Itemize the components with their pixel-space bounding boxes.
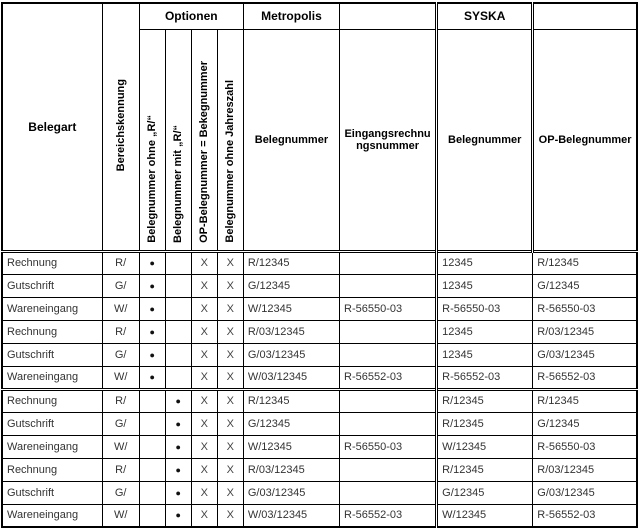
option-mark-op-equals: X [191,366,217,389]
belegnummer-options-table [1,2,638,528]
belegart-cell: Rechnung [2,251,102,274]
option-mark-op-equals: X [191,389,217,412]
option-mark-ohne-r [139,481,165,504]
syska-belegnummer-cell: R/12345 [437,389,533,412]
table-row [2,251,637,274]
syska-belegnummer-cell: 12345 [437,251,533,274]
metropolis-belegnummer-cell: W/12345 [243,435,339,458]
metropolis-belegnummer-cell: G/03/12345 [243,343,339,366]
kennung-cell: R/ [102,251,139,274]
option-mark-mit-r: ● [165,481,191,504]
kennung-cell: G/ [102,481,139,504]
eingangsrechnungsnummer-cell [340,320,437,343]
metropolis-belegnummer-cell: W/03/12345 [243,504,339,527]
option-mark-ohne-jahr: X [217,504,243,527]
eingangsrechnungsnummer-cell [340,343,437,366]
option-mark-ohne-r: ● [139,251,165,274]
syska-belegnummer-cell: W/12345 [437,504,533,527]
header-eingangsrechnungsnummer: Eingangsrechnungsnummer [340,29,437,251]
option-mark-op-equals: X [191,481,217,504]
eingangsrechnungsnummer-cell [340,274,437,297]
option-mark-mit-r [165,251,191,274]
op-belegnummer-cell: G/12345 [533,412,637,435]
syska-belegnummer-cell: 12345 [437,274,533,297]
op-belegnummer-cell: R-56550-03 [533,297,637,320]
option-mark-mit-r [165,297,191,320]
option-mark-ohne-r: ● [139,274,165,297]
table-row [2,274,637,297]
option-mark-mit-r [165,320,191,343]
option-mark-op-equals: X [191,412,217,435]
table-row [2,366,637,389]
table-body [2,251,637,527]
option-mark-ohne-jahr: X [217,320,243,343]
metropolis-belegnummer-cell: R/03/12345 [243,458,339,481]
op-belegnummer-cell: R/03/12345 [533,320,637,343]
op-belegnummer-cell: R-56552-03 [533,366,637,389]
header-bereichskennung-label: Bereichskennung [114,79,127,172]
option-mark-mit-r: ● [165,435,191,458]
option-mark-ohne-r [139,412,165,435]
option-mark-op-equals: X [191,297,217,320]
option-mark-ohne-jahr: X [217,458,243,481]
metropolis-belegnummer-cell: G/03/12345 [243,481,339,504]
option-mark-mit-r: ● [165,458,191,481]
option-mark-ohne-r [139,504,165,527]
option-mark-ohne-jahr: X [217,274,243,297]
kennung-cell: W/ [102,366,139,389]
kennung-cell: G/ [102,412,139,435]
kennung-cell: G/ [102,343,139,366]
eingangsrechnungsnummer-cell [340,389,437,412]
header-option-mit-r [165,29,191,251]
belegart-cell: Wareneingang [2,435,102,458]
kennung-cell: W/ [102,435,139,458]
header-option-op-equals [191,29,217,251]
op-belegnummer-cell: R/12345 [533,251,637,274]
table-row [2,435,637,458]
kennung-cell: W/ [102,504,139,527]
header-bereichskennung [102,3,139,251]
syska-belegnummer-cell: W/12345 [437,435,533,458]
header-syska-belegnummer: Belegnummer [437,29,533,251]
table-row [2,343,637,366]
option-mark-op-equals: X [191,251,217,274]
header-option-ohne-r [139,29,165,251]
header-group-row [2,3,637,29]
option-mark-op-equals: X [191,458,217,481]
metropolis-belegnummer-cell: R/12345 [243,389,339,412]
eingangsrechnungsnummer-cell: R-56552-03 [340,504,437,527]
table-row [2,504,637,527]
option-mark-ohne-r [139,458,165,481]
header-belegart: Belegart [2,3,102,251]
option-mark-ohne-jahr: X [217,366,243,389]
syska-belegnummer-cell: G/12345 [437,481,533,504]
belegart-cell: Gutschrift [2,343,102,366]
option-mark-ohne-r [139,389,165,412]
option-mark-ohne-jahr: X [217,343,243,366]
belegart-cell: Rechnung [2,458,102,481]
header-syska-spacer [533,3,637,29]
belegart-cell: Wareneingang [2,366,102,389]
belegart-cell: Wareneingang [2,297,102,320]
table-row [2,297,637,320]
option-mark-op-equals: X [191,343,217,366]
syska-belegnummer-cell: R/12345 [437,458,533,481]
option-mark-ohne-r: ● [139,343,165,366]
option-mark-ohne-r: ● [139,297,165,320]
header-option-mit-r-label: Belegnummer mit „R/“ [172,124,185,243]
eingangsrechnungsnummer-cell [340,458,437,481]
option-mark-ohne-r [139,435,165,458]
header-option-op-equals-label: OP-Belegnummer = Bekegnummer [198,60,211,243]
eingangsrechnungsnummer-cell: R-56550-03 [340,435,437,458]
belegart-cell: Wareneingang [2,504,102,527]
table-row [2,458,637,481]
option-mark-op-equals: X [191,274,217,297]
option-mark-ohne-r: ● [139,366,165,389]
op-belegnummer-cell: G/12345 [533,274,637,297]
header-option-ohne-jahr-label: Belegnummer ohne Jahreszahl [224,79,237,243]
table-row [2,389,637,412]
syska-belegnummer-cell: 12345 [437,320,533,343]
metropolis-belegnummer-cell: W/12345 [243,297,339,320]
belegart-cell: Rechnung [2,320,102,343]
belegart-cell: Gutschrift [2,481,102,504]
metropolis-belegnummer-cell: R/12345 [243,251,339,274]
eingangsrechnungsnummer-cell: R-56550-03 [340,297,437,320]
eingangsrechnungsnummer-cell [340,481,437,504]
option-mark-ohne-jahr: X [217,251,243,274]
belegart-cell: Gutschrift [2,412,102,435]
syska-belegnummer-cell: R-56550-03 [437,297,533,320]
metropolis-belegnummer-cell: G/12345 [243,412,339,435]
option-mark-ohne-jahr: X [217,481,243,504]
option-mark-mit-r [165,274,191,297]
kennung-cell: W/ [102,297,139,320]
metropolis-belegnummer-cell: G/12345 [243,274,339,297]
metropolis-belegnummer-cell: W/03/12345 [243,366,339,389]
eingangsrechnungsnummer-cell: R-56552-03 [340,366,437,389]
option-mark-ohne-jahr: X [217,389,243,412]
syska-belegnummer-cell: R/12345 [437,412,533,435]
header-syska: SYSKA [437,3,533,29]
header-metropolis-belegnummer: Belegnummer [243,29,339,251]
option-mark-mit-r: ● [165,504,191,527]
option-mark-op-equals: X [191,504,217,527]
table-row [2,412,637,435]
eingangsrechnungsnummer-cell [340,251,437,274]
belegart-cell: Gutschrift [2,274,102,297]
op-belegnummer-cell: R/12345 [533,389,637,412]
table-row [2,320,637,343]
belegart-cell: Rechnung [2,389,102,412]
kennung-cell: R/ [102,320,139,343]
option-mark-mit-r [165,366,191,389]
kennung-cell: R/ [102,458,139,481]
op-belegnummer-cell: R/03/12345 [533,458,637,481]
option-mark-ohne-jahr: X [217,297,243,320]
header-option-ohne-r-label: Belegnummer ohne „R/“ [146,114,159,243]
option-mark-ohne-jahr: X [217,412,243,435]
kennung-cell: G/ [102,274,139,297]
syska-belegnummer-cell: 12345 [437,343,533,366]
syska-belegnummer-cell: R-56552-03 [437,366,533,389]
header-option-ohne-jahr [217,29,243,251]
op-belegnummer-cell: G/03/12345 [533,343,637,366]
header-metropolis: Metropolis [243,3,339,29]
option-mark-mit-r: ● [165,389,191,412]
table-row [2,481,637,504]
header-optionen: Optionen [139,3,243,29]
option-mark-mit-r [165,343,191,366]
option-mark-ohne-r: ● [139,320,165,343]
metropolis-belegnummer-cell: R/03/12345 [243,320,339,343]
kennung-cell: R/ [102,389,139,412]
option-mark-op-equals: X [191,320,217,343]
option-mark-mit-r: ● [165,412,191,435]
op-belegnummer-cell: R-56550-03 [533,435,637,458]
eingangsrechnungsnummer-cell [340,412,437,435]
option-mark-op-equals: X [191,435,217,458]
table-header [2,3,637,251]
header-metropolis-spacer [340,3,437,29]
op-belegnummer-cell: R-56552-03 [533,504,637,527]
option-mark-ohne-jahr: X [217,435,243,458]
op-belegnummer-cell: G/03/12345 [533,481,637,504]
header-op-belegnummer: OP-Belegnummer [533,29,637,251]
